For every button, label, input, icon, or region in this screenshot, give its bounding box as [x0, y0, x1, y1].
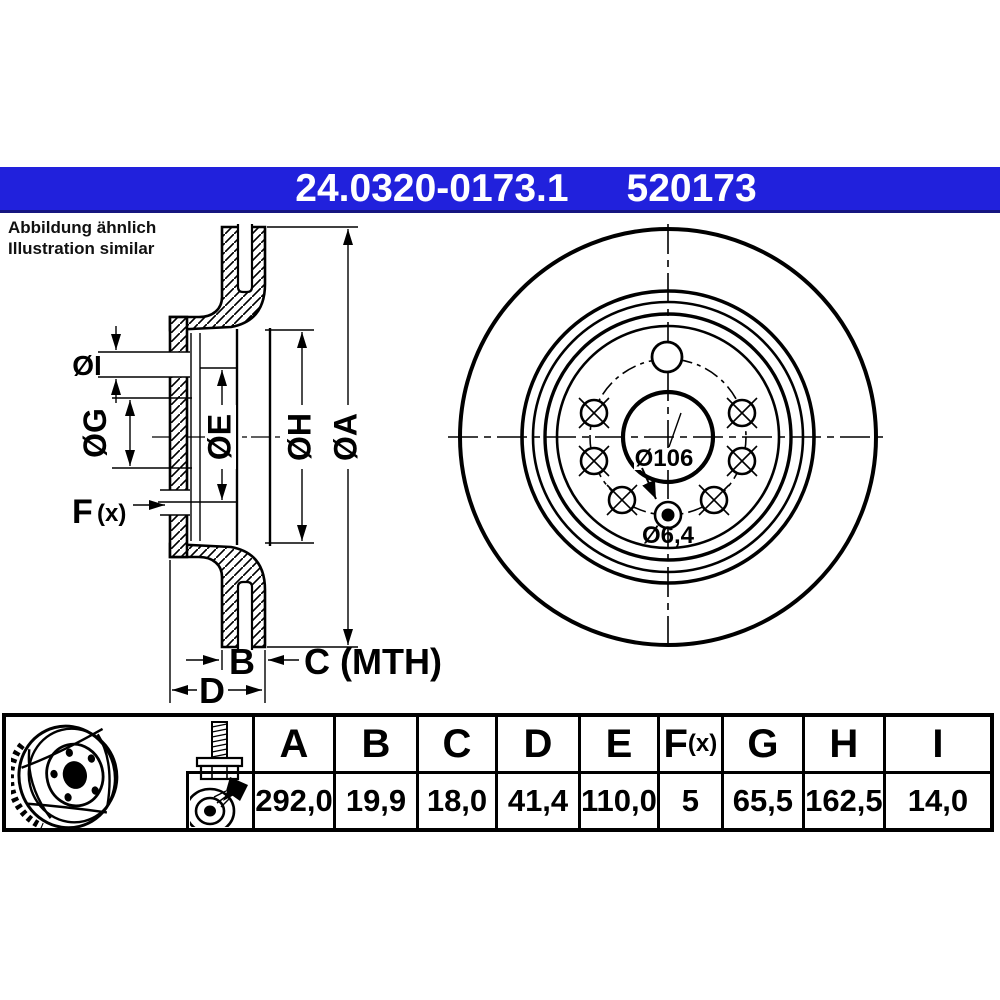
dim-label-e: ØE: [201, 413, 238, 461]
note-line-en: Illustration similar: [8, 239, 155, 258]
dim-label-h: ØH: [281, 413, 318, 461]
column-header: H: [805, 717, 883, 774]
column-value: 18,0: [426, 783, 488, 818]
column-header: G: [724, 717, 802, 774]
column-value: 19,9: [345, 783, 407, 818]
front-view-drawing: [448, 224, 888, 652]
column-header: A: [255, 717, 333, 774]
column-header: F (x): [660, 717, 721, 774]
column-value: 5: [681, 783, 699, 818]
column-header: B: [336, 717, 416, 774]
table-column-h: [805, 717, 886, 828]
dim-label-f: F: [72, 493, 93, 531]
table-column-g: [724, 717, 805, 828]
header-bar: [0, 167, 1000, 213]
column-header: I: [886, 717, 990, 774]
technical-drawing: [0, 213, 1000, 713]
column-header: C: [419, 717, 495, 774]
table-column-b: [336, 717, 419, 828]
disc-with-marker-icon: [190, 775, 252, 827]
column-value: 41,4: [507, 783, 569, 818]
grooved-brake-disc-icon: [11, 722, 161, 830]
column-value: 162,5: [805, 783, 883, 818]
column-value: 110,0: [581, 783, 657, 818]
column-header: E: [581, 717, 657, 774]
dim-label-f-sub: (x): [97, 500, 127, 527]
dim-label-c: C (MTH): [304, 641, 442, 682]
table-column-i: [886, 717, 990, 828]
dim-label-b: B: [229, 641, 255, 682]
catalog-number: 520173: [626, 166, 757, 210]
column-value: 292,0: [255, 783, 333, 818]
dim-label-a: ØA: [327, 413, 364, 461]
dimension-table: [2, 713, 994, 832]
bolt-circle-label: Ø106: [634, 445, 694, 472]
table-column-a: [255, 717, 336, 828]
column-header: D: [498, 717, 578, 774]
table-column-c: [419, 717, 498, 828]
part-number: 24.0320-0173.1: [295, 166, 569, 210]
marker-icon-box: [186, 771, 252, 828]
dim-label-i: ØI: [72, 350, 102, 381]
table-icon-cell: [6, 717, 255, 828]
table-column-f: [660, 717, 724, 828]
locating-hole-label: Ø6,4: [641, 522, 695, 549]
cross-section-drawing: [72, 224, 442, 711]
column-value: 65,5: [732, 783, 794, 818]
note-line-de: Abbildung ähnlich: [8, 218, 157, 237]
table-column-e: [581, 717, 660, 828]
table-column-d: [498, 717, 581, 828]
dim-label-d: D: [199, 670, 225, 711]
dim-label-g: ØG: [77, 408, 113, 458]
column-value: 14,0: [907, 783, 969, 818]
